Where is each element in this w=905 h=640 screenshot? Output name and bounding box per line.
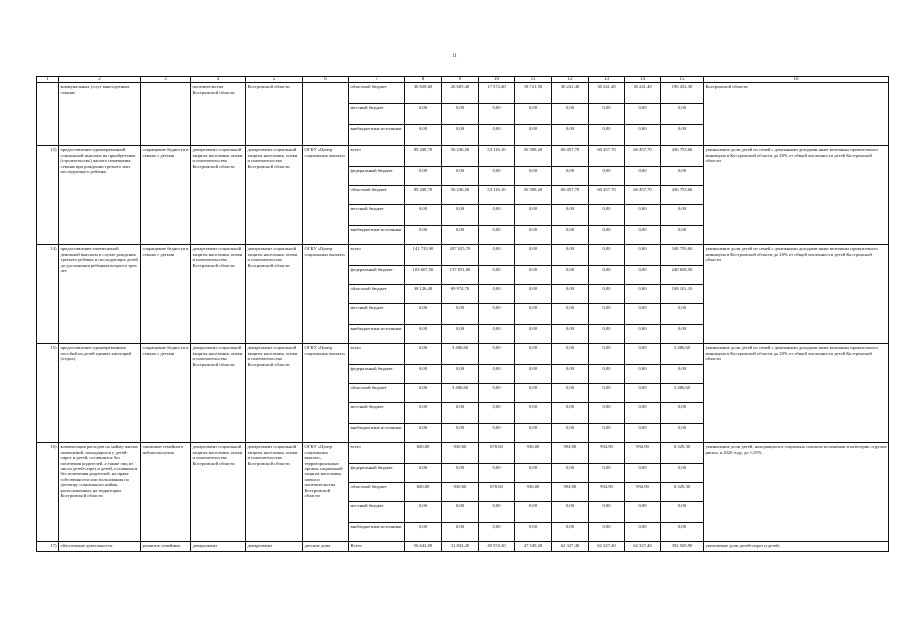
funding-source: федеральный бюджет [349, 365, 405, 384]
measure-name: предоставление ежемесячной денежной выплаты в случае рождения третьего ребенка и последующих детей до достижения ребенком возраста трех лет [59, 245, 141, 344]
measure-name: предоставление единовременных пособий на детей единых категорий (отдых) [59, 344, 141, 443]
funding-source: внебюджетные источники [349, 325, 405, 344]
co-executor: департамент социальной защиты населения, опеки и попечительства Костромской области [246, 245, 303, 344]
amount-cell: 0,00 [515, 104, 552, 125]
amount-cell: 47 549,20 [515, 542, 552, 552]
amount-cell: 0,00 [515, 464, 552, 483]
amount-cell: 0,00 [552, 365, 589, 384]
amount-cell: 0,00 [589, 304, 625, 325]
amount-cell: 0,00 [625, 464, 661, 483]
funding-source: федеральный бюджет [349, 167, 405, 186]
item-index: 16) [37, 443, 59, 542]
column-number: 7 [349, 77, 405, 83]
amount-cell: 6 329,30 [661, 483, 704, 502]
amount-cell: 0,00 [552, 167, 589, 186]
item-index: 14) [37, 245, 59, 344]
participant [303, 83, 349, 146]
amount-cell: 0,00 [625, 226, 661, 245]
amount-cell: 0,00 [479, 502, 515, 523]
amount-cell: 0,00 [589, 344, 625, 365]
amount-cell: 0,00 [552, 502, 589, 523]
amount-cell: 0,00 [479, 104, 515, 125]
column-number: 15 [661, 77, 704, 83]
amount-cell: 436 753,60 [661, 186, 704, 205]
amount-cell: 0,00 [515, 285, 552, 304]
amount-cell: 56 642,00 [405, 542, 442, 552]
amount-cell: 0,00 [552, 304, 589, 325]
amount-cell: 190 452,30 [661, 83, 704, 104]
measure-name: компенсация расходов по найму жилых помещений, находящихся у детей-сирот и детей, оставшихся без попечения родителей, а также лиц из числа детей-сирот и детей, оставшихся без попечения родителей, на праве собственности или пользования по договору социального найма, расположенных на территории Костромской области [59, 443, 141, 542]
amount-cell: 0,00 [589, 365, 625, 384]
amount-cell: 0,00 [589, 384, 625, 403]
amount-cell: 930,00 [442, 483, 479, 502]
amount-cell: 0,00 [552, 245, 589, 266]
amount-cell: 878,60 [479, 443, 515, 464]
amount-cell: 0,00 [661, 125, 704, 146]
amount-cell: 3 486,60 [442, 344, 479, 365]
amount-cell: 0,00 [625, 205, 661, 226]
column-number: 14 [625, 77, 661, 83]
amount-cell: 53 116,10 [479, 186, 515, 205]
amount-cell: 0,00 [442, 365, 479, 384]
amount-cell: 56 589,20 [515, 146, 552, 167]
amount-cell: 0,00 [515, 205, 552, 226]
amount-cell: 0,00 [552, 266, 589, 285]
amount-cell: 0,00 [625, 384, 661, 403]
amount-cell: 0,00 [552, 344, 589, 365]
amount-cell: 0,00 [625, 424, 661, 443]
participant: ОГКУ «Центр социальных выплат» [303, 146, 349, 245]
amount-cell: 994,90 [625, 443, 661, 464]
amount-cell: 0,00 [515, 384, 552, 403]
amount-cell: 60 457,70 [552, 146, 589, 167]
amount-cell: 0,00 [479, 403, 515, 424]
amount-cell: 0,00 [405, 167, 442, 186]
amount-cell: 0,00 [515, 125, 552, 146]
funding-source: всего [349, 146, 405, 167]
amount-cell: 89 438,70 [405, 146, 442, 167]
amount-cell: 600,00 [405, 483, 442, 502]
amount-cell: 0,00 [625, 523, 661, 542]
amount-cell: 0,00 [552, 403, 589, 424]
amount-cell: 0,00 [442, 523, 479, 542]
co-executor: департамент социальной защиты населения, опеки и попечительства Костромской области [246, 344, 303, 443]
expected-result: уменьшение доли детей из семей с денежными доходами ниже величины прожиточного минимума в Костромской области до 20% от общей численности детей Костромской области [704, 245, 889, 344]
amount-cell: 0,00 [552, 424, 589, 443]
funding-source: внебюджетные источники [349, 226, 405, 245]
amount-cell: 0,00 [661, 304, 704, 325]
amount-cell: 0,00 [589, 502, 625, 523]
amount-cell: 17 572,40 [479, 83, 515, 104]
measure-name: предоставление единовременной социальной выплаты на приобретение (строительство) жилого помещения семьям при рождении третьего или последующего ребенка [59, 146, 141, 245]
amount-cell: 0,00 [589, 245, 625, 266]
amount-cell: 0,00 [479, 523, 515, 542]
responsible-executor: департамент социальной защиты населения, опеки и попечительства Костромской области [191, 344, 246, 443]
amount-cell: 0,00 [589, 266, 625, 285]
amount-cell: 31 843,20 [442, 542, 479, 552]
funding-source: местный бюджет [349, 304, 405, 325]
measure-goal: сокращение бедности в семьях с детьми [141, 344, 191, 443]
amount-cell: 0,00 [479, 424, 515, 443]
amount-cell: 0,00 [589, 226, 625, 245]
item-index: 13) [37, 146, 59, 245]
amount-cell: 0,00 [515, 245, 552, 266]
amount-cell: 392 569,90 [661, 542, 704, 552]
amount-cell: 30 241,40 [552, 83, 589, 104]
amount-cell: 0,00 [515, 304, 552, 325]
amount-cell: 3 486,60 [442, 384, 479, 403]
funding-source: областной бюджет [349, 186, 405, 205]
amount-cell: 0,00 [661, 325, 704, 344]
amount-cell: 0,00 [661, 104, 704, 125]
amount-cell: 0,00 [552, 523, 589, 542]
column-number: 16 [704, 77, 889, 83]
amount-cell: 0,00 [479, 344, 515, 365]
participant: детские дома [303, 542, 349, 552]
column-number: 4 [191, 77, 246, 83]
amount-cell: 0,00 [515, 502, 552, 523]
amount-cell: 56 589,20 [515, 186, 552, 205]
participant: ОГКУ «Центр социальных выплат» [303, 344, 349, 443]
amount-cell: 0,00 [405, 403, 442, 424]
amount-cell: 0,00 [625, 344, 661, 365]
amount-cell: 994,90 [552, 443, 589, 464]
amount-cell: 936,00 [515, 483, 552, 502]
amount-cell: 0,00 [479, 304, 515, 325]
column-number: 8 [405, 77, 442, 83]
funding-source: областной бюджет [349, 83, 405, 104]
amount-cell: 0,00 [625, 167, 661, 186]
column-number: 1 [37, 77, 59, 83]
funding-source: местный бюджет [349, 403, 405, 424]
amount-cell: 600,00 [405, 443, 442, 464]
expected-result: уменьшение доли детей из семей с денежными доходами ниже величины прожиточного минимума в Костромской области до 20% от общей численности детей Костромской области [704, 344, 889, 443]
amount-cell: 0,00 [625, 285, 661, 304]
amount-cell: 0,00 [515, 167, 552, 186]
amount-cell: 0,00 [552, 325, 589, 344]
amount-cell: 994,90 [625, 483, 661, 502]
amount-cell: 103 607,50 [405, 266, 442, 285]
amount-cell: 0,00 [479, 205, 515, 226]
amount-cell: 30 241,40 [589, 83, 625, 104]
co-executor: Костромской области [246, 83, 303, 146]
funding-source: областной бюджет [349, 483, 405, 502]
amount-cell: 0,00 [589, 325, 625, 344]
expected-result: уменьшение доли детей из семей с денежными доходами ниже величины прожиточного минимума в Костромской области до 20% от общей численности детей Костромской области [704, 146, 889, 245]
amount-cell: 0,00 [479, 464, 515, 483]
co-executor: департамент социальной защиты населения, опеки и попечительства Костромской области [246, 443, 303, 542]
funding-source: всего [349, 245, 405, 266]
amount-cell: 62 327,40 [552, 542, 589, 552]
amount-cell: 62 327,40 [625, 542, 661, 552]
amount-cell: 0,00 [405, 344, 442, 365]
amount-cell: 60 457,70 [552, 186, 589, 205]
amount-cell: 89 438,70 [405, 186, 442, 205]
amount-cell: 0,00 [515, 403, 552, 424]
amount-cell: 0,00 [479, 285, 515, 304]
amount-cell: 0,00 [589, 205, 625, 226]
column-number: 6 [303, 77, 349, 83]
amount-cell: 60 457,70 [625, 186, 661, 205]
amount-cell: 49 553,30 [479, 542, 515, 552]
table-row [37, 245, 889, 266]
amount-cell: 18 721,50 [515, 83, 552, 104]
amount-cell: 0,00 [442, 125, 479, 146]
funding-source: Всего [349, 542, 405, 552]
amount-cell: 0,00 [661, 464, 704, 483]
amount-cell: 38 126,40 [405, 285, 442, 304]
item-index [37, 83, 59, 146]
amount-cell: 0,00 [515, 325, 552, 344]
measure-name: обеспечение деятельности [59, 542, 141, 552]
amount-cell: 0,00 [405, 384, 442, 403]
expected-result: Костромской области [704, 83, 889, 146]
amount-cell: 137 051,00 [442, 266, 479, 285]
amount-cell: 0,00 [515, 365, 552, 384]
amount-cell: 0,00 [515, 344, 552, 365]
measure-goal [141, 83, 191, 146]
amount-cell: 53 116,10 [479, 146, 515, 167]
funding-source: внебюджетные источники [349, 125, 405, 146]
responsible-executor: департамент социальной защиты населения, опеки и попечительства Костромской области [191, 245, 246, 344]
amount-cell: 108 101,10 [661, 285, 704, 304]
amount-cell: 0,00 [442, 424, 479, 443]
amount-cell: 56 236,50 [442, 146, 479, 167]
amount-cell: 0,00 [661, 403, 704, 424]
amount-cell: 0,00 [405, 424, 442, 443]
amount-cell: 30 241,40 [625, 83, 661, 104]
amount-cell: 0,00 [625, 104, 661, 125]
co-executor: департамент [246, 542, 303, 552]
amount-cell: 240 658,50 [661, 266, 704, 285]
funding-source: федеральный бюджет [349, 266, 405, 285]
amount-cell: 0,00 [661, 424, 704, 443]
amount-cell: 62 327,40 [589, 542, 625, 552]
amount-cell: 0,00 [515, 424, 552, 443]
co-executor: департамент социальной защиты населения, опеки и попечительства Костромской области [246, 146, 303, 245]
table-row [37, 146, 889, 167]
amount-cell: 878,60 [479, 483, 515, 502]
amount-cell: 0,00 [405, 464, 442, 483]
budget-table [36, 76, 889, 552]
amount-cell: 0,00 [442, 304, 479, 325]
responsible-executor: попечительства Костромской области [191, 83, 246, 146]
amount-cell: 56 236,50 [442, 186, 479, 205]
amount-cell: 60 457,70 [589, 146, 625, 167]
amount-cell: 0,00 [589, 424, 625, 443]
item-index: 17) [37, 542, 59, 552]
column-number: 3 [141, 77, 191, 83]
amount-cell: 0,00 [552, 464, 589, 483]
amount-cell: 0,00 [625, 245, 661, 266]
amount-cell: 0,00 [552, 125, 589, 146]
amount-cell: 0,00 [552, 285, 589, 304]
column-number: 5 [246, 77, 303, 83]
amount-cell: 936,00 [515, 443, 552, 464]
column-number: 12 [552, 77, 589, 83]
amount-cell: 0,00 [515, 226, 552, 245]
amount-cell: 0,00 [442, 403, 479, 424]
participant: ОГКУ «Центр социальных выплат» [303, 245, 349, 344]
amount-cell: 0,00 [479, 325, 515, 344]
amount-cell: 0,00 [405, 104, 442, 125]
expected-result: увеличение доли детей-сирот и детей, [704, 542, 889, 552]
measure-goal: снижение семейного неблагополучия [141, 443, 191, 542]
amount-cell: 0,00 [442, 167, 479, 186]
amount-cell: 0,00 [479, 365, 515, 384]
amount-cell: 0,00 [442, 464, 479, 483]
amount-cell: 0,00 [405, 125, 442, 146]
amount-cell: 0,00 [661, 365, 704, 384]
measure-name: коммунальных услуг многодетным семьям [59, 83, 141, 146]
funding-source: внебюджетные источники [349, 424, 405, 443]
amount-cell: 0,00 [479, 226, 515, 245]
amount-cell: 0,00 [479, 266, 515, 285]
column-number: 10 [479, 77, 515, 83]
amount-cell: 0,00 [661, 502, 704, 523]
amount-cell: 0,00 [589, 104, 625, 125]
amount-cell: 0,00 [589, 403, 625, 424]
amount-cell: 0,00 [552, 205, 589, 226]
amount-cell: 994,90 [552, 483, 589, 502]
funding-source: местный бюджет [349, 205, 405, 226]
amount-cell: 0,00 [515, 523, 552, 542]
funding-source: всего [349, 344, 405, 365]
table-row [37, 443, 889, 464]
responsible-executor: департамент социальной защиты населения, опеки и попечительства Костромской области [191, 146, 246, 245]
amount-cell: 0,00 [442, 325, 479, 344]
amount-cell: 0,00 [589, 464, 625, 483]
amount-cell: 348 759,60 [661, 245, 704, 266]
amount-cell: 0,00 [589, 125, 625, 146]
amount-cell: 0,00 [625, 502, 661, 523]
amount-cell: 994,90 [589, 483, 625, 502]
amount-cell: 0,00 [661, 205, 704, 226]
amount-cell: 0,00 [479, 384, 515, 403]
column-number: 11 [515, 77, 552, 83]
column-number: 13 [589, 77, 625, 83]
amount-cell: 0,00 [589, 167, 625, 186]
amount-cell: 6 329,30 [661, 443, 704, 464]
responsible-executor: департамент социальной защиты населения, опеки и попечительства Костромской области [191, 443, 246, 542]
funding-source: местный бюджет [349, 502, 405, 523]
amount-cell: 0,00 [405, 226, 442, 245]
amount-cell: 0,00 [515, 266, 552, 285]
amount-cell: 0,00 [479, 167, 515, 186]
table-row [37, 344, 889, 365]
amount-cell: 3 486,60 [661, 384, 704, 403]
amount-cell: 994,90 [589, 443, 625, 464]
amount-cell: 0,00 [442, 226, 479, 245]
column-number: 2 [59, 77, 141, 83]
amount-cell: 3 486,60 [661, 344, 704, 365]
amount-cell: 0,00 [442, 502, 479, 523]
funding-source: местный бюджет [349, 104, 405, 125]
amount-cell: 0,00 [625, 304, 661, 325]
measure-goal: сокращение бедности в семьях с детьми [141, 245, 191, 344]
amount-cell: 0,00 [442, 104, 479, 125]
amount-cell: 60 457,70 [625, 146, 661, 167]
amount-cell: 0,00 [405, 304, 442, 325]
table-row [37, 542, 889, 552]
amount-cell: 207 025,70 [442, 245, 479, 266]
participant: ОГКУ «Центр социальных выплат», территориальные органы социальной защиты населения, опеки и попечительства Костромской области [303, 443, 349, 542]
amount-cell: 0,00 [661, 226, 704, 245]
measure-goal: сокращение бедности в семьях с детьми [141, 146, 191, 245]
funding-source: федеральный бюджет [349, 464, 405, 483]
item-index: 15) [37, 344, 59, 443]
amount-cell: 0,00 [442, 205, 479, 226]
funding-source: областной бюджет [349, 285, 405, 304]
amount-cell: 0,00 [405, 502, 442, 523]
column-number: 9 [442, 77, 479, 83]
amount-cell: 0,00 [405, 325, 442, 344]
amount-cell: 930,00 [442, 443, 479, 464]
amount-cell: 0,00 [405, 365, 442, 384]
amount-cell: 0,00 [552, 226, 589, 245]
amount-cell: 0,00 [661, 167, 704, 186]
amount-cell: 141 733,90 [405, 245, 442, 266]
funding-source: областной бюджет [349, 384, 405, 403]
funding-source: всего [349, 443, 405, 464]
table-row [37, 83, 889, 104]
amount-cell: 0,00 [625, 365, 661, 384]
amount-cell: 0,00 [479, 245, 515, 266]
amount-cell: 0,00 [661, 523, 704, 542]
amount-cell: 36 828,60 [405, 83, 442, 104]
amount-cell: 0,00 [625, 403, 661, 424]
amount-cell: 0,00 [405, 523, 442, 542]
funding-source: внебюджетные источники [349, 523, 405, 542]
measure-goal: развитие семейных [141, 542, 191, 552]
amount-cell: 0,00 [625, 325, 661, 344]
amount-cell: 0,00 [589, 523, 625, 542]
amount-cell: 0,00 [552, 384, 589, 403]
amount-cell: 26 605,40 [442, 83, 479, 104]
responsible-executor: департамент [191, 542, 246, 552]
amount-cell: 0,00 [625, 125, 661, 146]
amount-cell: 0,00 [589, 285, 625, 304]
amount-cell: 0,00 [552, 104, 589, 125]
amount-cell: 0,00 [405, 205, 442, 226]
amount-cell: 436 753,60 [661, 146, 704, 167]
amount-cell: 69 974,70 [442, 285, 479, 304]
expected-result: уменьшение доли детей, находящихся в социально опасном положении и категории «группа риска» в 2020 году, до 1,05% [704, 443, 889, 542]
amount-cell: 0,00 [479, 125, 515, 146]
page-number: 11 [452, 54, 457, 59]
amount-cell: 60 457,70 [589, 186, 625, 205]
amount-cell: 0,00 [625, 266, 661, 285]
